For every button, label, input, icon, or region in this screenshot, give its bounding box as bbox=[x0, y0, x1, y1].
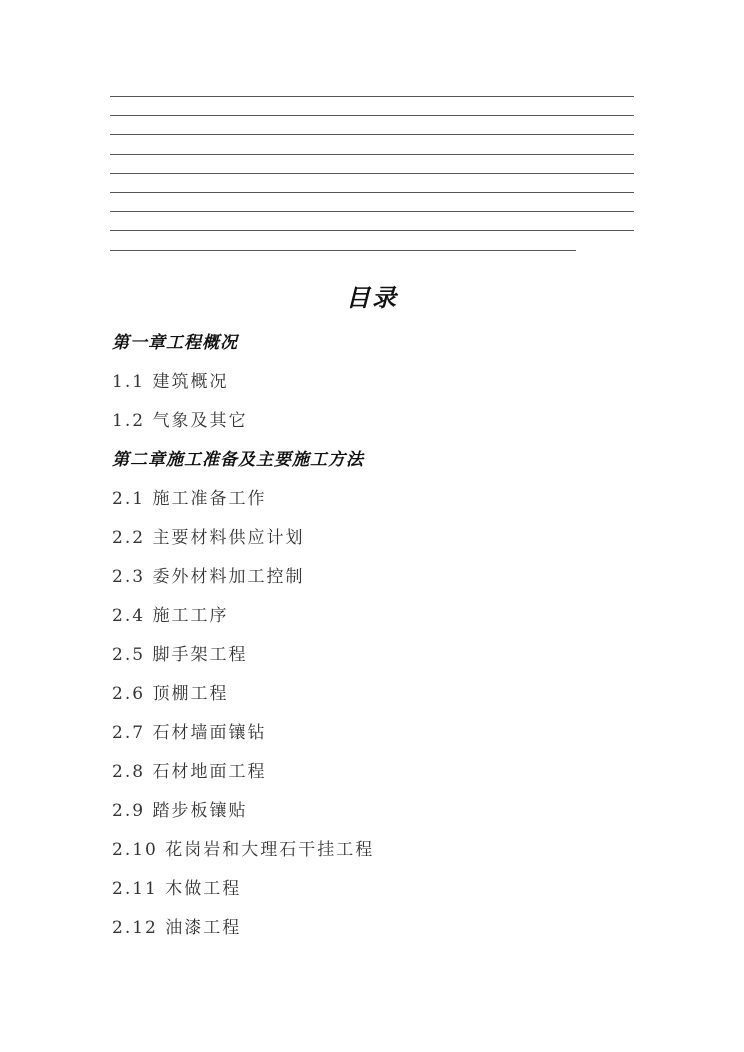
blank-line bbox=[110, 250, 576, 251]
toc-section[interactable]: 2.8 石材地面工程 bbox=[112, 762, 267, 782]
toc-chapter[interactable]: 第一章工程概况 bbox=[112, 333, 238, 353]
toc-heading: 目录 bbox=[346, 283, 398, 312]
toc-section[interactable]: 2.9 踏步板镶贴 bbox=[112, 801, 248, 821]
toc-section[interactable]: 2.3 委外材料加工控制 bbox=[112, 567, 305, 587]
blank-line bbox=[110, 173, 634, 174]
toc-section[interactable]: 2.11 木做工程 bbox=[112, 879, 242, 899]
blank-line bbox=[110, 211, 634, 212]
blank-line bbox=[110, 154, 634, 155]
toc-section[interactable]: 2.4 施工工序 bbox=[112, 606, 229, 626]
blank-line bbox=[110, 115, 634, 116]
blank-line bbox=[110, 134, 634, 135]
toc-section[interactable]: 2.2 主要材料供应计划 bbox=[112, 528, 305, 548]
blank-line bbox=[110, 192, 634, 193]
toc-section[interactable]: 1.2 气象及其它 bbox=[112, 411, 248, 431]
blank-lines bbox=[110, 96, 634, 269]
toc-section[interactable]: 2.10 花岗岩和大理石干挂工程 bbox=[112, 840, 375, 860]
blank-line bbox=[110, 96, 634, 97]
toc-section[interactable]: 2.6 顶棚工程 bbox=[112, 684, 229, 704]
toc-section[interactable]: 2.1 施工准备工作 bbox=[112, 489, 267, 509]
toc-section[interactable]: 2.12 油漆工程 bbox=[112, 918, 242, 938]
table-of-contents bbox=[112, 330, 672, 954]
toc-chapter[interactable]: 第二章施工准备及主要施工方法 bbox=[112, 450, 364, 470]
toc-section[interactable]: 2.7 石材墙面镶钻 bbox=[112, 723, 267, 743]
blank-line bbox=[110, 230, 634, 231]
toc-section[interactable]: 1.1 建筑概况 bbox=[112, 372, 229, 392]
toc-section[interactable]: 2.5 脚手架工程 bbox=[112, 645, 248, 665]
